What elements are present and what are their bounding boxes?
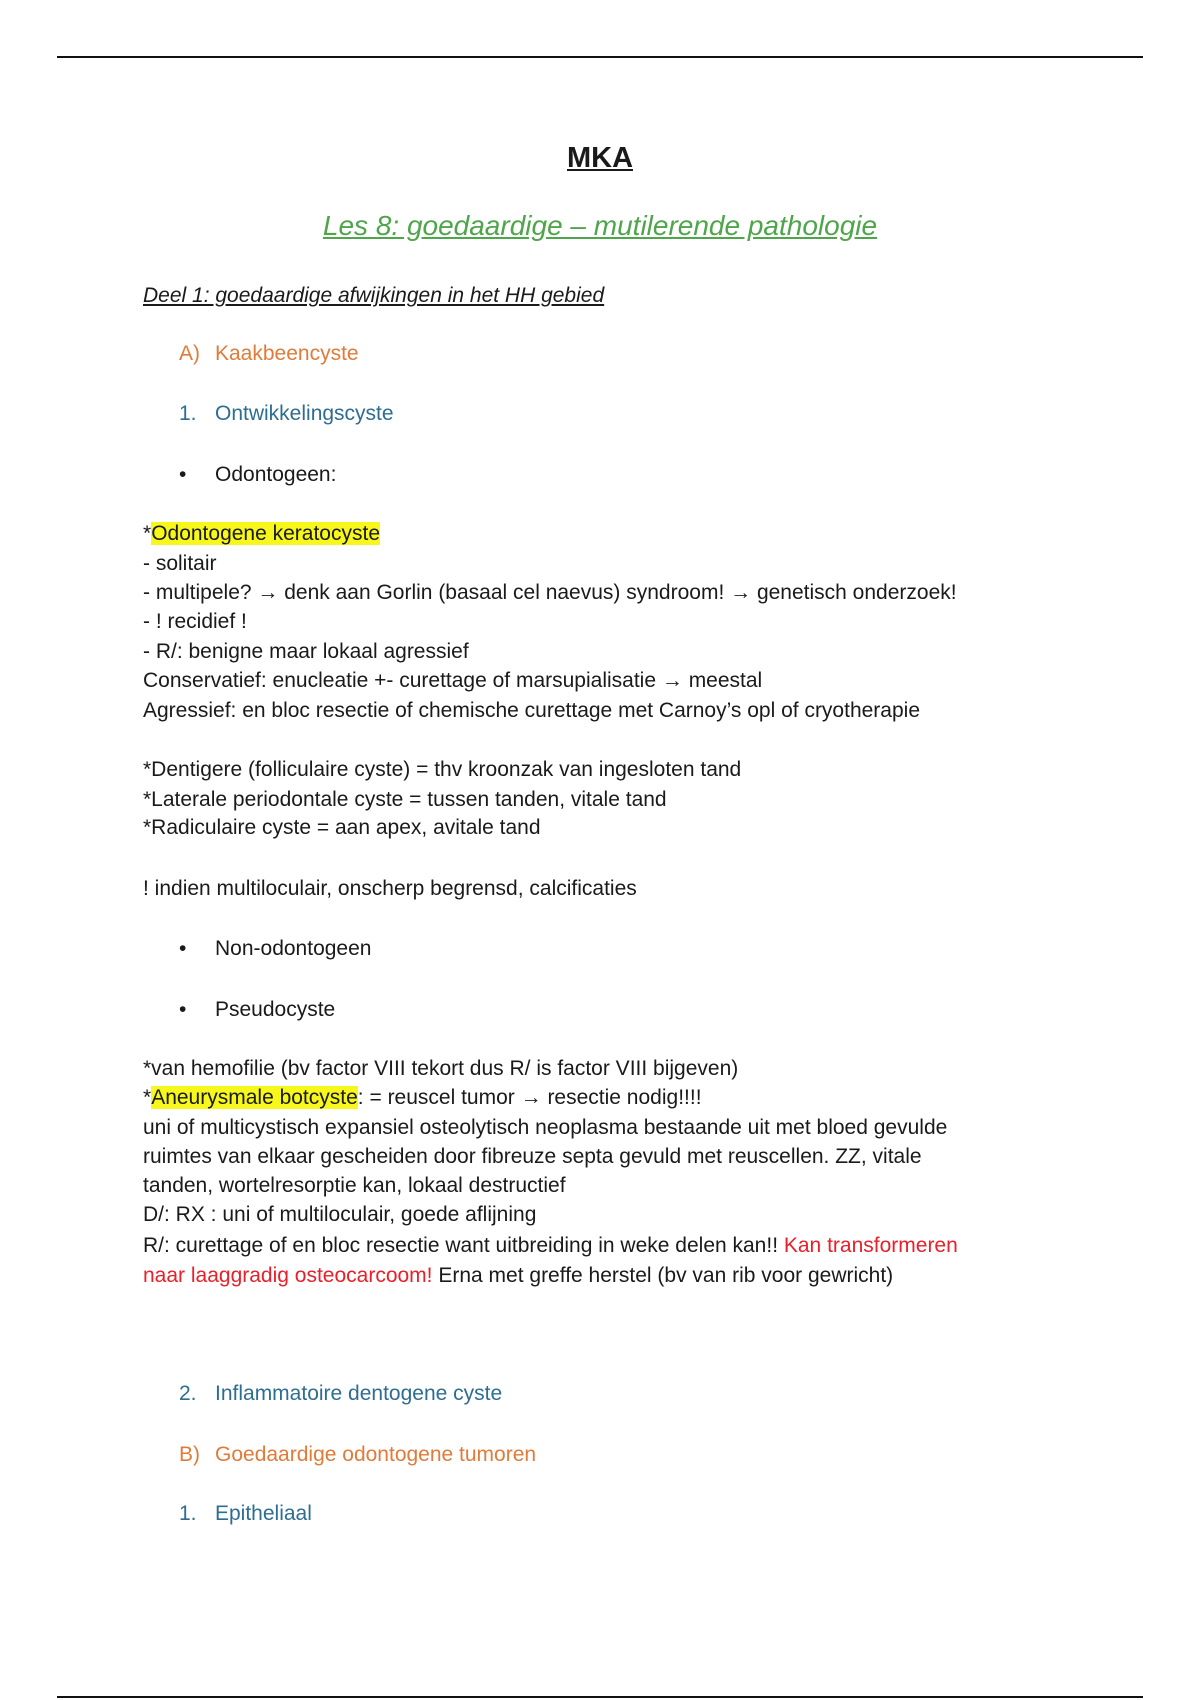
subsection-1-heading [179,400,394,428]
bullet-icon: • [179,937,187,960]
page-title: MKA [566,142,634,174]
section-a-marker: A) [179,342,200,365]
keratocyste-line: - ! recidief ! [143,610,247,633]
transform-warning: Kan transformeren [783,1234,958,1257]
bullet-odontogeen [179,461,336,489]
bullet-icon: • [179,998,187,1021]
aneurysmale-line: ruimtes van elkaar gescheiden door fibreuze septa gevuld met reuscellen. ZZ, vitale [143,1145,922,1168]
warning-line: ! indien multiloculair, onscherp begrensd, calcificaties [143,877,637,900]
treatment-line-continued [143,1262,893,1290]
subsection-1-marker: 1. [179,402,197,425]
treatment-text: R/: curettage of en bloc resectie want uitbreiding in weke delen kan!! [143,1234,784,1257]
keratocyste-line: Agressief: en bloc resectie of chemische curettage met Carnoy’s opl of cryotherapie [143,699,920,722]
section-b-marker: B) [179,1443,200,1466]
keratocyste-heading [143,520,380,548]
star-marker: * [143,1086,152,1109]
aneurysmale-line: D/: RX : uni of multiloculair, goede aflijning [143,1203,537,1226]
section-b-label: Goedaardige odontogene tumoren [215,1443,537,1466]
keratocyste-line: Conservatief: enucleatie +- curettage of marsupialisatie → meestal [143,669,763,692]
aneurysmale-name: Aneurysmale botcyste [151,1086,358,1109]
bottom-rule [57,1696,1143,1698]
subsection-b1-label: Epitheliaal [215,1502,312,1525]
lesson-subtitle: Les 8: goedaardige – mutilerende pathologie [322,210,878,241]
aneurysmale-rest: : = reuscel tumor → resectie nodig!!!! [357,1086,702,1109]
section-b-heading [179,1441,536,1469]
aneurysmale-heading [143,1084,702,1112]
bullet-pseudocyste [179,996,335,1024]
subsection-2-heading [179,1380,502,1408]
section-a-label: Kaakbeencyste [215,342,359,365]
part-heading: Deel 1: goedaardige afwijkingen in het HH gebied [143,284,605,307]
aneurysmale-line: uni of multicystisch expansiel osteolytisch neoplasma bestaande uit met bloed gevulde [143,1116,948,1139]
cyst-line: *Laterale periodontale cyste = tussen tanden, vitale tand [143,788,667,811]
star-marker: * [143,522,152,545]
subsection-2-label: Inflammatoire dentogene cyste [215,1382,503,1405]
bullet-label: Non-odontogeen [215,937,372,960]
keratocyste-name: Odontogene keratocyste [151,522,381,545]
keratocyste-line: - solitair [143,552,217,575]
cyst-line: *Radiculaire cyste = aan apex, avitale tand [143,816,541,839]
treatment-line [143,1232,958,1260]
hemofilie-line: *van hemofilie (bv factor VIII tekort dus R/ is factor VIII bijgeven) [143,1057,739,1080]
subsection-2-marker: 2. [179,1382,197,1405]
subsection-1-label: Ontwikkelingscyste [215,402,394,425]
bullet-icon: • [179,463,187,486]
keratocyste-line: - multipele? → denk aan Gorlin (basaal cel naevus) syndroom! → genetisch onderzoek! [143,581,957,604]
treatment-text-end: Erna met greffe herstel (bv van rib voor gewricht) [432,1264,894,1287]
section-a-heading [179,340,359,368]
bullet-non-odontogeen [179,935,371,963]
top-rule [57,56,1143,58]
subsection-b1-marker: 1. [179,1502,197,1525]
subsection-b1-heading [179,1500,312,1528]
keratocyste-line: - R/: benigne maar lokaal agressief [143,640,469,663]
transform-warning-cont: naar laaggradig osteocarcoom! [143,1264,433,1287]
bullet-label: Pseudocyste [215,998,336,1021]
cyst-line: *Dentigere (folliculaire cyste) = thv kroonzak van ingesloten tand [143,758,742,781]
aneurysmale-line: tanden, wortelresorptie kan, lokaal destructief [143,1174,566,1197]
bullet-label: Odontogeen: [215,463,337,486]
